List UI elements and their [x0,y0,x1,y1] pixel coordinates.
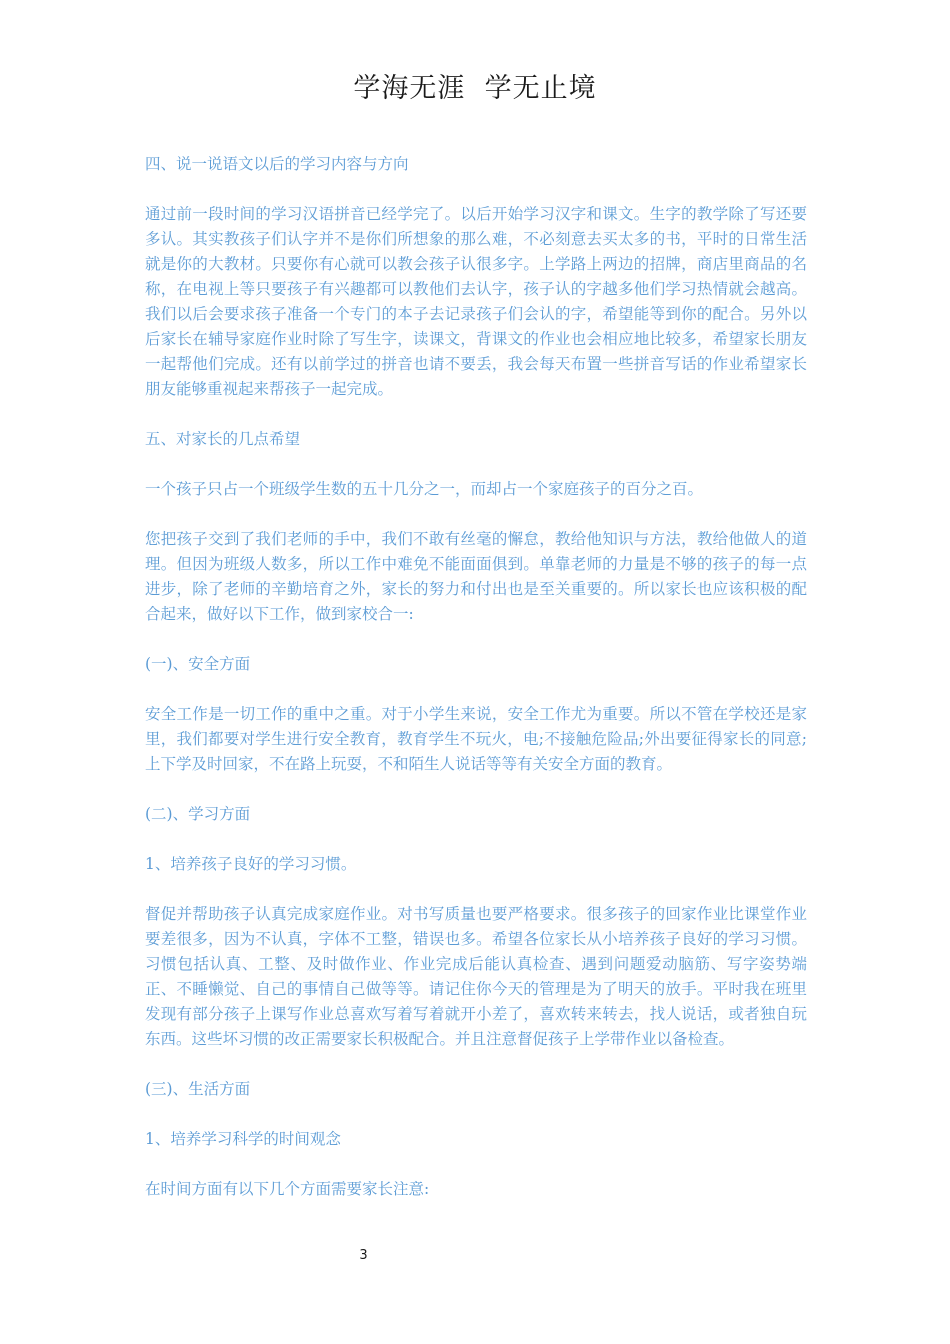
subsection-heading-safety: (一)、安全方面 [145,655,251,673]
paragraph: 一个孩子只占一个班级学生数的五十几分之一，而却占一个家庭孩子的百分之百。 [145,480,704,498]
paragraph: 在时间方面有以下几个方面需要家长注意: [145,1180,430,1198]
paragraph: 您把孩子交到了我们老师的手中，我们不敢有丝毫的懈怠，教给他知识与方法，教给他做人的道理。但因为班级人数多，所以工作中难免不能面面俱到。单靠老师的力量是不够的孩子的每一点进步，除了老师的辛勤培育之外，家长的努力和付出也是至关重要的。所以家长也应该积极的配合起来，做好以下工作，做到家校合一: [145,530,807,623]
subsection-heading-study: (二)、学习方面 [145,805,251,823]
list-item-heading: 1、培养孩子良好的学习习惯。 [145,855,357,873]
list-item-heading: 1、培养学习科学的时间观念 [145,1130,341,1148]
page-number: 3 [359,1248,368,1263]
page-header-title: 学海无涯 学无止境 [353,73,597,104]
paragraph: 安全工作是一切工作的重中之重。对于小学生来说，安全工作尤为重要。所以不管在学校还是家里，我们都要对学生进行安全教育，教育学生不玩火，电;不接触危险品;外出要征得家长的同意;上下学及时回家，不在路上玩耍，不和陌生人说话等等有关安全方面的教育。 [145,705,807,773]
paragraph: 通过前一段时间的学习汉语拼音已经学完了。以后开始学习汉字和课文。生字的教学除了写还要多认。其实教孩子们认字并不是你们所想象的那么难，不必刻意去买太多的书，平时的日常生活就是你的大教材。只要你有心就可以教会孩子认很多字。上学路上两边的招牌，商店里商品的名称，在电视上等只要孩子有兴趣都可以教他们去认字，孩子认的字越多他们学习热情就会越高。我们以后会要求孩子准备一个专门的本子去记录孩子们会认的字，希望能等到你的配合。另外以后家长在辅导家庭作业时除了写生字，读课文，背课文的作业也会相应地比较多，希望家长朋友一起帮他们完成。还有以前学过的拼音也请不要丢，我会每天布置一些拼音写话的作业希望家长朋友能够重视起来帮孩子一起完成。 [145,205,807,398]
document-body [145,152,807,1227]
section-heading-4: 四、说一说语文以后的学习内容与方向 [145,155,409,173]
section-heading-5: 五、对家长的几点希望 [145,430,301,448]
subsection-heading-life: (三)、生活方面 [145,1080,251,1098]
paragraph: 督促并帮助孩子认真完成家庭作业。对书写质量也要严格要求。很多孩子的回家作业比课堂作业要差很多，因为不认真，字体不工整，错误也多。希望各位家长从小培养孩子良好的学习习惯。习惯包括认真、工整、及时做作业、作业完成后能认真检查、遇到问题爱动脑筋、写字姿势端正、不睡懒觉、自己的事情自己做等等。请记住你今天的管理是为了明天的放手。平时我在班里发现有部分孩子上课写作业总喜欢写着写着就开小差了，喜欢转来转去，找人说话，或者独自玩东西。这些坏习惯的改正需要家长积极配合。并且注意督促孩子上学带作业以备检查。 [145,905,807,1048]
